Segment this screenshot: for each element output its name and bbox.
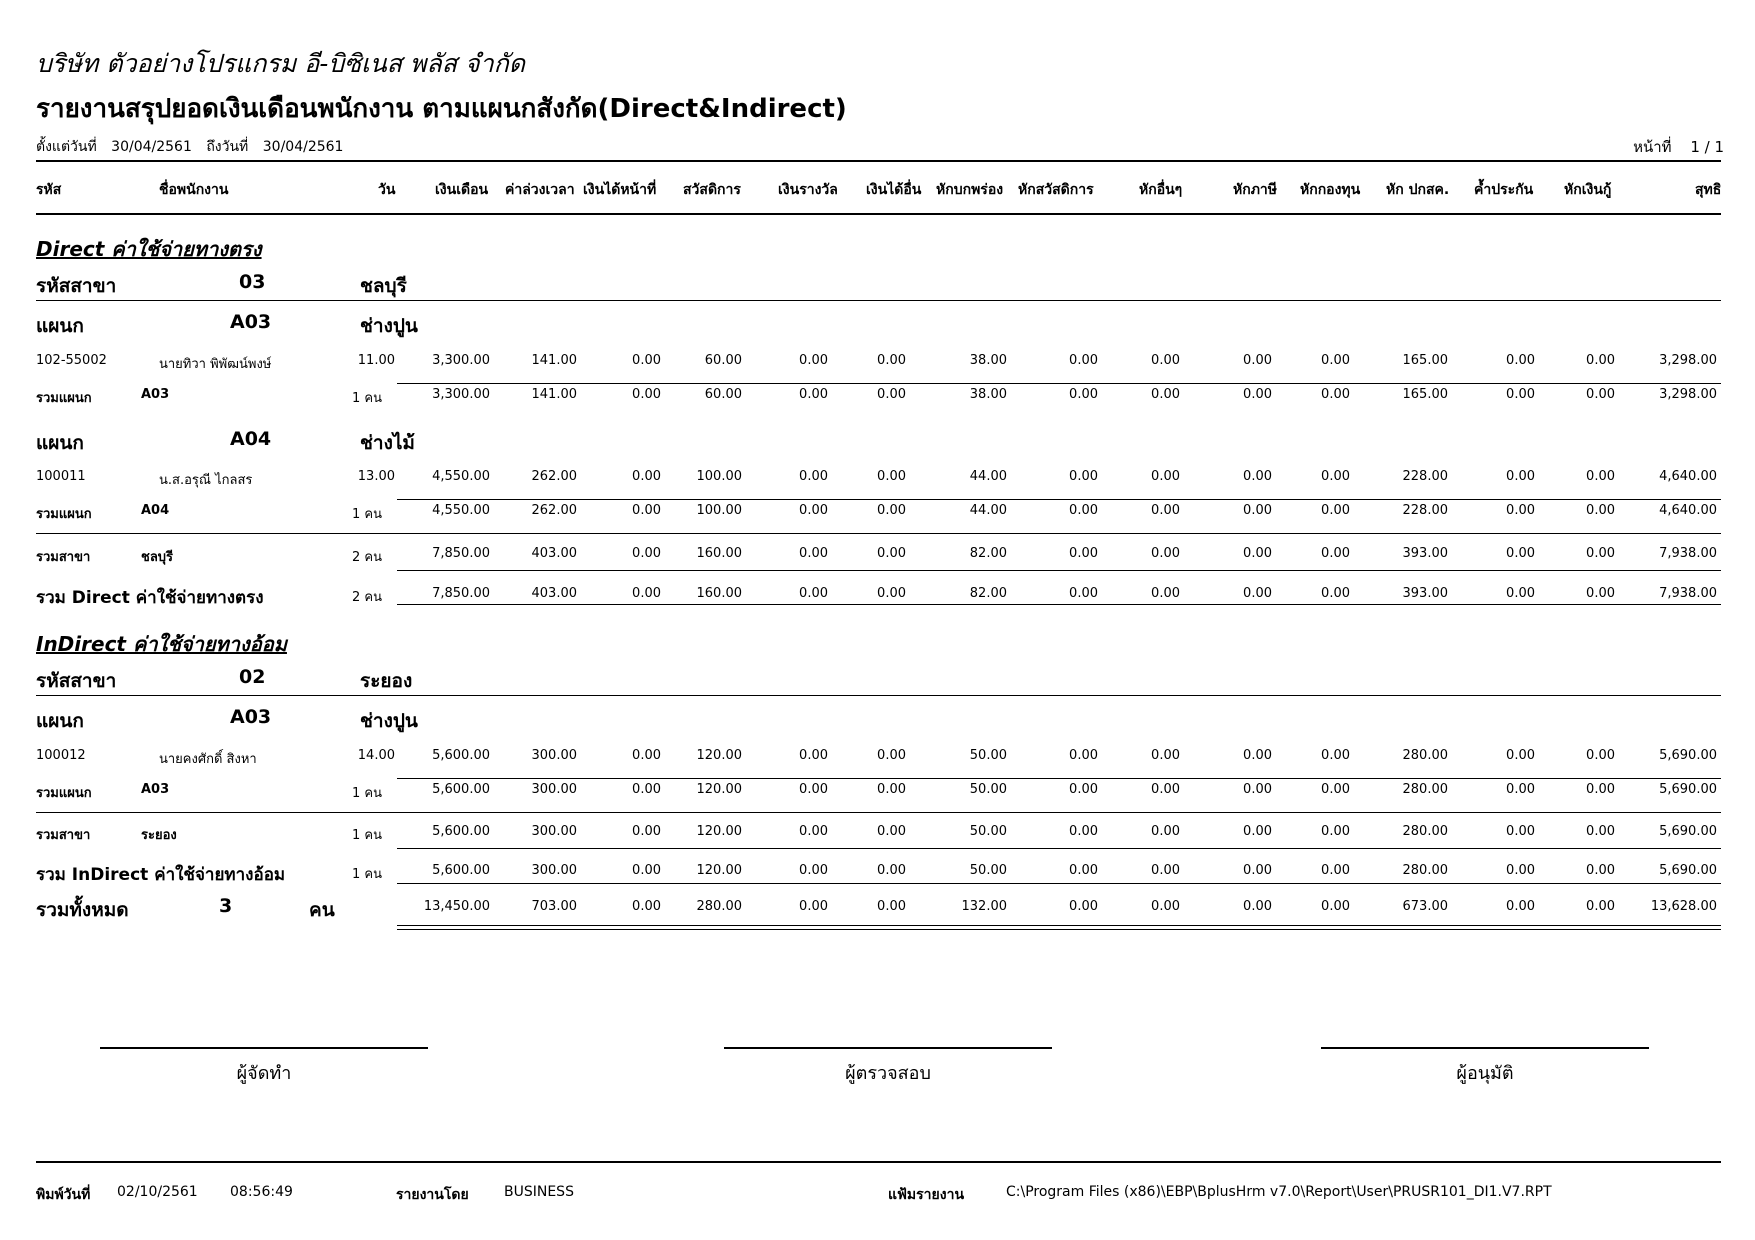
cell-deduct-welfare: 0.00 bbox=[1069, 824, 1098, 839]
cell-deduct-other: 0.00 bbox=[1151, 503, 1180, 518]
table-row bbox=[0, 353, 1755, 373]
cell-guarantee: 0.00 bbox=[1506, 782, 1535, 797]
col-header-deduct-defect: หักบกพร่อง bbox=[936, 182, 1004, 198]
cell-position-pay: 0.00 bbox=[632, 503, 661, 518]
cell-tax: 0.00 bbox=[1243, 546, 1272, 561]
cell-loan: 0.00 bbox=[1586, 353, 1615, 368]
cell-welfare: 160.00 bbox=[696, 546, 742, 561]
section-total-row bbox=[0, 586, 1755, 606]
col-header-position-pay: เงินได้หน้าที่ bbox=[583, 182, 657, 198]
page-value: 1 / 1 bbox=[1690, 138, 1724, 156]
cell-employee-id: 100011 bbox=[36, 469, 86, 484]
report-title: รายงานสรุปยอดเงินเดือนพนักงาน ตามแผนกสังกัด(Direct&Indirect) bbox=[36, 94, 847, 124]
cell-employee-name: น.ส.อรุณี ไกลสร bbox=[159, 473, 253, 488]
col-header-overtime: ค่าล่วงเวลา bbox=[505, 182, 575, 198]
cell-loan: 0.00 bbox=[1586, 387, 1615, 402]
cell-deduct-welfare: 0.00 bbox=[1069, 546, 1098, 561]
cell-salary: 3,300.00 bbox=[432, 387, 490, 402]
section-title-direct: Direct ค่าใช้จ่ายทางตรง bbox=[36, 237, 262, 261]
branch-rule bbox=[36, 695, 1721, 696]
cell-net: 7,938.00 bbox=[1659, 586, 1717, 601]
date-range bbox=[36, 136, 353, 158]
col-header-days: วัน bbox=[378, 182, 396, 198]
cell-deduct-defect: 50.00 bbox=[969, 782, 1007, 797]
cell-loan: 0.00 bbox=[1586, 469, 1615, 484]
company-name: บริษัท ตัวอย่างโปรแกรม อี-บิซิเนส พลัส จำกัด bbox=[36, 49, 525, 78]
section-total-row bbox=[0, 863, 1755, 883]
cell-position-pay: 0.00 bbox=[632, 546, 661, 561]
footer-rule bbox=[36, 1161, 1721, 1163]
cell-loan: 0.00 bbox=[1586, 503, 1615, 518]
cell-bonus: 0.00 bbox=[799, 899, 828, 914]
cell-deduct-defect: 44.00 bbox=[969, 469, 1007, 484]
signature-label-preparer: ผู้จัดทำ bbox=[236, 1063, 292, 1084]
cell-deduct-welfare: 0.00 bbox=[1069, 782, 1098, 797]
col-header-deduct-welfare: หักสวัสดิการ bbox=[1018, 182, 1094, 198]
cell-other-income: 0.00 bbox=[877, 782, 906, 797]
dept-subtotal-row bbox=[0, 387, 1755, 407]
cell-total-label: รวมแผนก bbox=[36, 507, 92, 522]
cell-deduct-defect: 82.00 bbox=[969, 546, 1007, 561]
cell-other-income: 0.00 bbox=[877, 863, 906, 878]
cell-position-pay: 0.00 bbox=[632, 899, 661, 914]
print-date: 02/10/2561 bbox=[117, 1184, 198, 1200]
cell-bonus: 0.00 bbox=[799, 503, 828, 518]
cell-salary: 5,600.00 bbox=[432, 748, 490, 763]
cell-position-pay: 0.00 bbox=[632, 863, 661, 878]
cell-tax: 0.00 bbox=[1243, 503, 1272, 518]
col-header-deduct-other: หักอื่นๆ bbox=[1139, 182, 1183, 198]
cell-other-income: 0.00 bbox=[877, 824, 906, 839]
cell-bonus: 0.00 bbox=[799, 748, 828, 763]
branch-total-row bbox=[0, 546, 1755, 566]
cell-grand-total-label: รวมทั้งหมด bbox=[36, 899, 129, 921]
cell-other-income: 0.00 bbox=[877, 748, 906, 763]
cell-grand-total-count: 3 bbox=[219, 895, 233, 917]
col-header-name: ชื่อพนักงาน bbox=[159, 182, 229, 198]
cell-tax: 0.00 bbox=[1243, 387, 1272, 402]
col-header-tax: หักภาษี bbox=[1233, 182, 1278, 198]
cell-total-label: รวมสาขา bbox=[36, 550, 91, 565]
cell-other-income: 0.00 bbox=[877, 899, 906, 914]
cell-total-label: รวมแผนก bbox=[36, 391, 92, 406]
cell-fund: 0.00 bbox=[1321, 469, 1350, 484]
cell-headcount: 1 คน bbox=[352, 391, 382, 406]
cell-fund: 0.00 bbox=[1321, 899, 1350, 914]
cell-other-income: 0.00 bbox=[877, 586, 906, 601]
cell-social-security: 280.00 bbox=[1402, 863, 1448, 878]
branch-label: รหัสสาขา bbox=[36, 670, 117, 692]
signature-label-approver: ผู้อนุมัติ bbox=[1456, 1063, 1514, 1084]
cell-social-security: 228.00 bbox=[1402, 503, 1448, 518]
cell-deduct-defect: 38.00 bbox=[969, 353, 1007, 368]
cell-guarantee: 0.00 bbox=[1506, 353, 1535, 368]
branch-total-top-rule bbox=[36, 812, 1721, 813]
branch-label: รหัสสาขา bbox=[36, 275, 117, 297]
col-header-bonus: เงินรางวัล bbox=[778, 182, 838, 198]
cell-loan: 0.00 bbox=[1586, 782, 1615, 797]
cell-total-label: รวมสาขา bbox=[36, 828, 91, 843]
cell-position-pay: 0.00 bbox=[632, 387, 661, 402]
cell-overtime: 300.00 bbox=[531, 824, 577, 839]
signature-line-reviewer bbox=[724, 1047, 1052, 1049]
cell-bonus: 0.00 bbox=[799, 782, 828, 797]
cell-bonus: 0.00 bbox=[799, 546, 828, 561]
cell-grand-total-unit: คน bbox=[309, 899, 335, 921]
cell-deduct-welfare: 0.00 bbox=[1069, 748, 1098, 763]
cell-total-code: A03 bbox=[141, 387, 170, 402]
cell-loan: 0.00 bbox=[1586, 899, 1615, 914]
dept-code: A04 bbox=[230, 428, 272, 450]
cell-salary: 4,550.00 bbox=[432, 503, 490, 518]
cell-deduct-other: 0.00 bbox=[1151, 899, 1180, 914]
cell-tax: 0.00 bbox=[1243, 899, 1272, 914]
cell-tax: 0.00 bbox=[1243, 586, 1272, 601]
report-file-path: C:\Program Files (x86)\EBP\BplusHrm v7.0\Report\User\PRUSR101_DI1.V7.RPT bbox=[1006, 1184, 1552, 1200]
branch-code: 02 bbox=[239, 666, 266, 688]
cell-deduct-welfare: 0.00 bbox=[1069, 469, 1098, 484]
cell-net: 5,690.00 bbox=[1659, 824, 1717, 839]
section-total-bottom-rule bbox=[397, 883, 1721, 884]
cell-bonus: 0.00 bbox=[799, 863, 828, 878]
cell-total-code: ระยอง bbox=[141, 828, 177, 843]
cell-fund: 0.00 bbox=[1321, 586, 1350, 601]
cell-total-code: A04 bbox=[141, 503, 170, 518]
cell-fund: 0.00 bbox=[1321, 824, 1350, 839]
branch-name: ชลบุรี bbox=[360, 275, 407, 297]
col-header-welfare: สวัสดิการ bbox=[683, 182, 741, 198]
col-header-guarantee: ค้ำประกัน bbox=[1474, 182, 1534, 198]
cell-employee-id: 102-55002 bbox=[36, 353, 107, 368]
cell-deduct-welfare: 0.00 bbox=[1069, 899, 1098, 914]
cell-overtime: 141.00 bbox=[531, 353, 577, 368]
cell-social-security: 673.00 bbox=[1402, 899, 1448, 914]
table-row bbox=[0, 469, 1755, 489]
cell-headcount: 1 คน bbox=[352, 507, 382, 522]
section-total-top-rule bbox=[397, 570, 1721, 571]
cell-other-income: 0.00 bbox=[877, 503, 906, 518]
cell-overtime: 300.00 bbox=[531, 863, 577, 878]
cell-deduct-other: 0.00 bbox=[1151, 353, 1180, 368]
signature-label-reviewer: ผู้ตรวจสอบ bbox=[845, 1063, 931, 1084]
report-by-value: BUSINESS bbox=[504, 1184, 574, 1200]
dept-code: A03 bbox=[230, 311, 272, 333]
cell-deduct-defect: 38.00 bbox=[969, 387, 1007, 402]
cell-tax: 0.00 bbox=[1243, 782, 1272, 797]
cell-employee-id: 100012 bbox=[36, 748, 86, 763]
page-label: หน้าที่ bbox=[1633, 138, 1672, 156]
cell-deduct-defect: 44.00 bbox=[969, 503, 1007, 518]
dept-code: A03 bbox=[230, 706, 272, 728]
dept-subtotal-row bbox=[0, 782, 1755, 802]
cell-days: 11.00 bbox=[357, 353, 395, 368]
print-time: 08:56:49 bbox=[230, 1184, 293, 1200]
cell-bonus: 0.00 bbox=[799, 824, 828, 839]
cell-overtime: 403.00 bbox=[531, 586, 577, 601]
cell-welfare: 280.00 bbox=[696, 899, 742, 914]
dept-label: แผนก bbox=[36, 315, 84, 337]
cell-deduct-defect: 132.00 bbox=[961, 899, 1007, 914]
cell-bonus: 0.00 bbox=[799, 586, 828, 601]
cell-deduct-defect: 50.00 bbox=[969, 748, 1007, 763]
from-date: 30/04/2561 bbox=[111, 139, 192, 155]
subtotal-rule bbox=[397, 778, 1721, 779]
dept-label: แผนก bbox=[36, 432, 84, 454]
cell-deduct-welfare: 0.00 bbox=[1069, 503, 1098, 518]
cell-guarantee: 0.00 bbox=[1506, 503, 1535, 518]
cell-guarantee: 0.00 bbox=[1506, 899, 1535, 914]
cell-welfare: 60.00 bbox=[704, 387, 742, 402]
cell-section-total-label: รวม InDirect ค่าใช้จ่ายทางอ้อม bbox=[36, 865, 286, 885]
cell-deduct-other: 0.00 bbox=[1151, 748, 1180, 763]
cell-tax: 0.00 bbox=[1243, 748, 1272, 763]
cell-fund: 0.00 bbox=[1321, 782, 1350, 797]
cell-tax: 0.00 bbox=[1243, 353, 1272, 368]
cell-deduct-other: 0.00 bbox=[1151, 387, 1180, 402]
cell-salary: 7,850.00 bbox=[432, 546, 490, 561]
cell-loan: 0.00 bbox=[1586, 586, 1615, 601]
cell-overtime: 403.00 bbox=[531, 546, 577, 561]
grand-total-row bbox=[0, 895, 1755, 921]
cell-salary: 7,850.00 bbox=[432, 586, 490, 601]
print-date-label: พิมพ์วันที่ bbox=[36, 1187, 91, 1203]
report-by-label: รายงานโดย bbox=[396, 1187, 469, 1203]
dept-name: ช่างปูน bbox=[360, 315, 418, 337]
section-total-top-rule bbox=[397, 848, 1721, 849]
from-label: ตั้งแต่วันที่ bbox=[36, 139, 97, 155]
section-title-indirect: InDirect ค่าใช้จ่ายทางอ้อม bbox=[36, 632, 287, 656]
cell-position-pay: 0.00 bbox=[632, 586, 661, 601]
dept-name: ช่างปูน bbox=[360, 710, 418, 732]
branch-total-top-rule bbox=[36, 533, 1721, 534]
cell-bonus: 0.00 bbox=[799, 353, 828, 368]
cell-deduct-defect: 50.00 bbox=[969, 824, 1007, 839]
subtotal-rule bbox=[397, 383, 1721, 384]
cell-fund: 0.00 bbox=[1321, 387, 1350, 402]
cell-loan: 0.00 bbox=[1586, 824, 1615, 839]
cell-deduct-defect: 82.00 bbox=[969, 586, 1007, 601]
cell-social-security: 280.00 bbox=[1402, 824, 1448, 839]
cell-tax: 0.00 bbox=[1243, 824, 1272, 839]
col-header-net: สุทธิ bbox=[1695, 182, 1722, 198]
cell-guarantee: 0.00 bbox=[1506, 469, 1535, 484]
col-header-social-security: หัก ปกสค. bbox=[1386, 182, 1450, 198]
cell-overtime: 262.00 bbox=[531, 503, 577, 518]
cell-fund: 0.00 bbox=[1321, 546, 1350, 561]
col-header-other-income: เงินได้อื่น bbox=[866, 182, 922, 198]
cell-salary: 3,300.00 bbox=[432, 353, 490, 368]
cell-other-income: 0.00 bbox=[877, 353, 906, 368]
cell-salary: 13,450.00 bbox=[423, 899, 490, 914]
cell-welfare: 120.00 bbox=[696, 782, 742, 797]
subtotal-rule bbox=[397, 499, 1721, 500]
cell-total-code: ชลบุรี bbox=[141, 550, 174, 565]
cell-position-pay: 0.00 bbox=[632, 782, 661, 797]
cell-section-total-label: รวม Direct ค่าใช้จ่ายทางตรง bbox=[36, 588, 264, 608]
cell-deduct-welfare: 0.00 bbox=[1069, 387, 1098, 402]
cell-total-label: รวมแผนก bbox=[36, 786, 92, 801]
cell-days: 14.00 bbox=[357, 748, 395, 763]
to-date: 30/04/2561 bbox=[262, 139, 344, 155]
report-file-label: แฟ้มรายงาน bbox=[888, 1187, 965, 1203]
cell-social-security: 228.00 bbox=[1402, 469, 1448, 484]
cell-total-code: A03 bbox=[141, 782, 170, 797]
cell-deduct-other: 0.00 bbox=[1151, 824, 1180, 839]
section-total-bottom-rule bbox=[397, 604, 1721, 605]
cell-employee-name: นายทิวา พิพัฒน์พงษ์ bbox=[159, 357, 272, 372]
cell-position-pay: 0.00 bbox=[632, 748, 661, 763]
cell-overtime: 300.00 bbox=[531, 782, 577, 797]
cell-days: 13.00 bbox=[357, 469, 395, 484]
signature-line-approver bbox=[1321, 1047, 1649, 1049]
cell-deduct-other: 0.00 bbox=[1151, 546, 1180, 561]
cell-fund: 0.00 bbox=[1321, 353, 1350, 368]
branch-code: 03 bbox=[239, 271, 266, 293]
cell-deduct-other: 0.00 bbox=[1151, 863, 1180, 878]
cell-overtime: 141.00 bbox=[531, 387, 577, 402]
cell-social-security: 280.00 bbox=[1402, 748, 1448, 763]
cell-welfare: 120.00 bbox=[696, 748, 742, 763]
cell-deduct-defect: 50.00 bbox=[969, 863, 1007, 878]
cell-overtime: 300.00 bbox=[531, 748, 577, 763]
dept-label: แผนก bbox=[36, 710, 84, 732]
cell-welfare: 120.00 bbox=[696, 824, 742, 839]
cell-deduct-other: 0.00 bbox=[1151, 782, 1180, 797]
cell-net: 5,690.00 bbox=[1659, 748, 1717, 763]
cell-net: 5,690.00 bbox=[1659, 782, 1717, 797]
cell-guarantee: 0.00 bbox=[1506, 546, 1535, 561]
to-label: ถึงวันที่ bbox=[206, 139, 249, 155]
cell-loan: 0.00 bbox=[1586, 863, 1615, 878]
table-row bbox=[0, 748, 1755, 768]
cell-guarantee: 0.00 bbox=[1506, 748, 1535, 763]
cell-deduct-welfare: 0.00 bbox=[1069, 353, 1098, 368]
cell-tax: 0.00 bbox=[1243, 863, 1272, 878]
cell-position-pay: 0.00 bbox=[632, 353, 661, 368]
cell-net: 4,640.00 bbox=[1659, 503, 1717, 518]
header-top-rule bbox=[36, 160, 1721, 162]
col-header-salary: เงินเดือน bbox=[435, 182, 489, 198]
col-header-loan: หักเงินกู้ bbox=[1564, 182, 1612, 198]
cell-employee-name: นายคงศักดิ์ สิงหา bbox=[159, 752, 257, 767]
cell-net: 3,298.00 bbox=[1659, 387, 1717, 402]
cell-welfare: 160.00 bbox=[696, 586, 742, 601]
cell-salary: 5,600.00 bbox=[432, 782, 490, 797]
cell-guarantee: 0.00 bbox=[1506, 586, 1535, 601]
cell-overtime: 703.00 bbox=[531, 899, 577, 914]
cell-headcount: 2 คน bbox=[352, 550, 382, 565]
col-header-fund: หักกองทุน bbox=[1300, 182, 1361, 198]
cell-headcount: 1 คน bbox=[352, 828, 382, 843]
cell-other-income: 0.00 bbox=[877, 546, 906, 561]
cell-welfare: 120.00 bbox=[696, 863, 742, 878]
branch-total-row bbox=[0, 824, 1755, 844]
cell-net: 4,640.00 bbox=[1659, 469, 1717, 484]
cell-position-pay: 0.00 bbox=[632, 824, 661, 839]
header-bottom-rule bbox=[36, 213, 1721, 215]
cell-social-security: 280.00 bbox=[1402, 782, 1448, 797]
cell-deduct-welfare: 0.00 bbox=[1069, 586, 1098, 601]
cell-net: 13,628.00 bbox=[1650, 899, 1717, 914]
cell-headcount: 2 คน bbox=[352, 590, 382, 605]
cell-welfare: 100.00 bbox=[696, 503, 742, 518]
signature-line-preparer bbox=[100, 1047, 428, 1049]
cell-tax: 0.00 bbox=[1243, 469, 1272, 484]
dept-subtotal-row bbox=[0, 503, 1755, 523]
cell-fund: 0.00 bbox=[1321, 503, 1350, 518]
cell-salary: 5,600.00 bbox=[432, 824, 490, 839]
cell-loan: 0.00 bbox=[1586, 546, 1615, 561]
cell-other-income: 0.00 bbox=[877, 387, 906, 402]
cell-social-security: 393.00 bbox=[1402, 586, 1448, 601]
cell-welfare: 100.00 bbox=[696, 469, 742, 484]
cell-social-security: 165.00 bbox=[1402, 387, 1448, 402]
cell-fund: 0.00 bbox=[1321, 748, 1350, 763]
cell-guarantee: 0.00 bbox=[1506, 824, 1535, 839]
cell-net: 3,298.00 bbox=[1659, 353, 1717, 368]
branch-name: ระยอง bbox=[360, 670, 413, 692]
cell-salary: 4,550.00 bbox=[432, 469, 490, 484]
cell-social-security: 393.00 bbox=[1402, 546, 1448, 561]
cell-deduct-welfare: 0.00 bbox=[1069, 863, 1098, 878]
cell-net: 5,690.00 bbox=[1659, 863, 1717, 878]
cell-position-pay: 0.00 bbox=[632, 469, 661, 484]
cell-bonus: 0.00 bbox=[799, 469, 828, 484]
branch-rule bbox=[36, 300, 1721, 301]
cell-social-security: 165.00 bbox=[1402, 353, 1448, 368]
dept-name: ช่างไม้ bbox=[360, 432, 415, 454]
cell-headcount: 1 คน bbox=[352, 867, 382, 882]
cell-fund: 0.00 bbox=[1321, 863, 1350, 878]
cell-guarantee: 0.00 bbox=[1506, 387, 1535, 402]
cell-headcount: 1 คน bbox=[352, 786, 382, 801]
grand-total-rule-2 bbox=[397, 929, 1721, 930]
cell-loan: 0.00 bbox=[1586, 748, 1615, 763]
cell-net: 7,938.00 bbox=[1659, 546, 1717, 561]
cell-deduct-other: 0.00 bbox=[1151, 469, 1180, 484]
cell-salary: 5,600.00 bbox=[432, 863, 490, 878]
cell-welfare: 60.00 bbox=[704, 353, 742, 368]
col-header-code: รหัส bbox=[36, 182, 62, 198]
cell-bonus: 0.00 bbox=[799, 387, 828, 402]
cell-deduct-other: 0.00 bbox=[1151, 586, 1180, 601]
cell-other-income: 0.00 bbox=[877, 469, 906, 484]
page-number bbox=[1619, 135, 1724, 159]
cell-overtime: 262.00 bbox=[531, 469, 577, 484]
cell-guarantee: 0.00 bbox=[1506, 863, 1535, 878]
grand-total-rule-1 bbox=[397, 925, 1721, 926]
